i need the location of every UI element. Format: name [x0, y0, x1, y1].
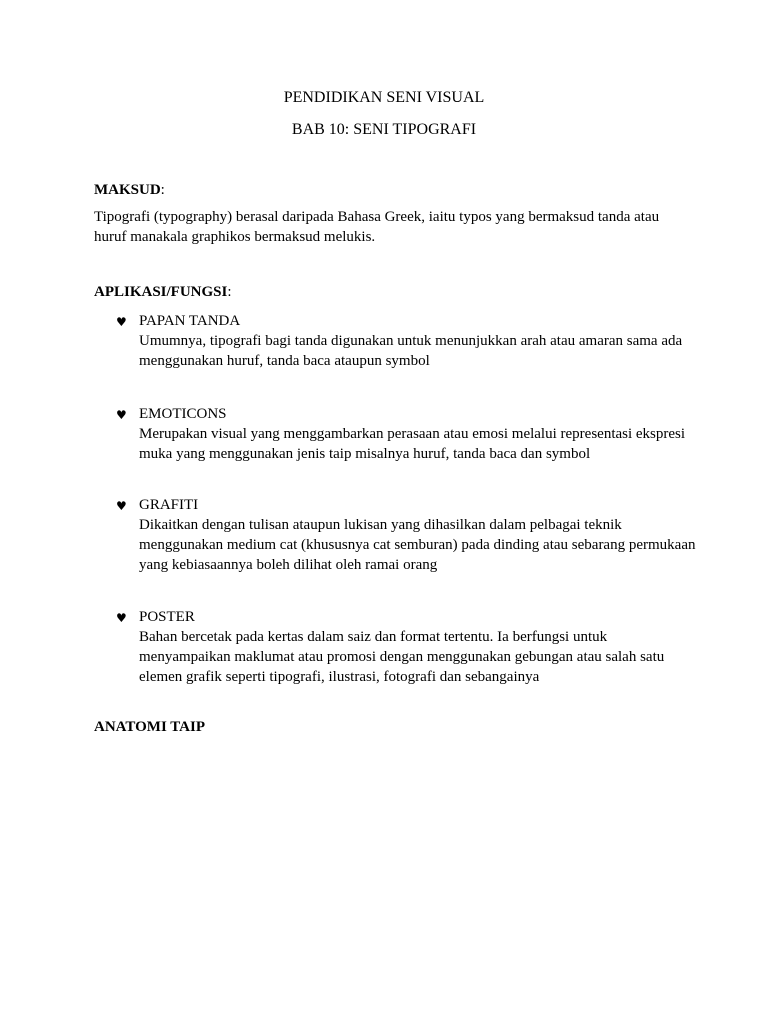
heart-bullet-icon: ♥: [116, 611, 127, 625]
heart-bullet-icon: ♥: [116, 499, 127, 513]
list-item-title: POSTER: [139, 609, 195, 625]
chapter-title: BAB 10: SENI TIPOGRAFI: [291, 121, 477, 138]
heart-bullet-icon: ♥: [116, 408, 127, 422]
document-title: PENDIDIKAN SENI VISUAL: [283, 89, 485, 106]
aplikasi-colon: :: [227, 284, 232, 300]
list-item-description: Bahan bercetak pada kertas dalam saiz dan format tertentu. Ia berfungsi untuk menyampaikan maklumat atau promosi dengan menggunakan gebungan atau salah satu elemen grafik seperti tipografi, ilustrasi, fotografi dan sebangainya: [139, 629, 665, 685]
list-item-description: Merupakan visual yang menggambarkan perasaan atau emosi melalui representasi ekspresi muka yang menggunakan jenis taip misalnya huruf, tanda baca dan symbol: [139, 426, 686, 462]
list-item-description: Dikaitkan dengan tulisan ataupun lukisan yang dihasilkan dalam pelbagai teknik menggunakan medium cat (khususnya cat semburan) pada dinding atau sebarang permukaan yang kebiasaannya boleh dilihat oleh ramai orang: [139, 517, 696, 573]
list-item-title: EMOTICONS: [139, 406, 227, 422]
list-item-title: GRAFITI: [139, 497, 199, 513]
list-item-title: PAPAN TANDA: [139, 313, 241, 329]
list-item-body: [139, 311, 699, 371]
maksud-colon: :: [160, 182, 165, 198]
section-heading-aplikasi: [94, 282, 232, 302]
aplikasi-heading-text: APLIKASI/FUNGSI: [94, 284, 228, 300]
maksud-heading-text: MAKSUD: [94, 182, 161, 198]
maksud-paragraph: Tipografi (typography) berasal daripada Bahasa Greek, iaitu typos yang bermaksud tanda atau huruf manakala graphikos bermaksud melukis.: [94, 209, 660, 245]
heart-bullet-icon: ♥: [116, 315, 127, 329]
list-item-body: [139, 404, 699, 464]
section-heading-anatomi-taip: ANATOMI TAIP: [94, 719, 205, 735]
section-heading-maksud: [94, 180, 165, 200]
list-item-body: [139, 607, 699, 687]
list-item-body: [139, 495, 699, 575]
list-item-description: Umumnya, tipografi bagi tanda digunakan untuk menunjukkan arah atau amaran sama ada menggunakan huruf, tanda baca ataupun symbol: [139, 333, 683, 369]
